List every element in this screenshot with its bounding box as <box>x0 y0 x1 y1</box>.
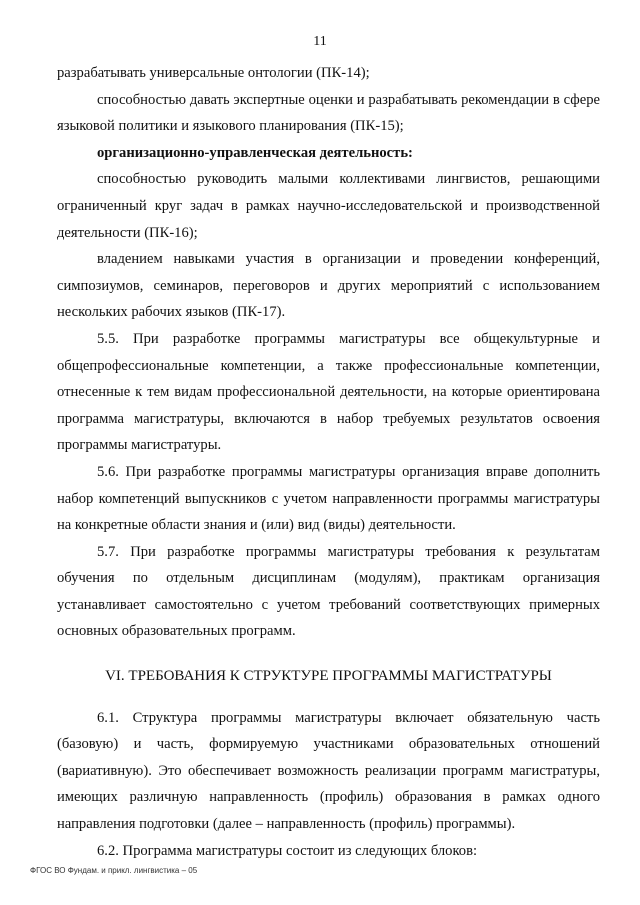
subsection-title: организационно-управленческая деятельность: <box>97 144 413 161</box>
paragraph: 6.2. Программа магистратуры состоит из следующих блоков: <box>97 842 478 859</box>
section-heading: VI. ТРЕБОВАНИЯ К СТРУКТУРЕ ПРОГРАММЫ МАГИСТРАТУРЫ <box>105 668 552 685</box>
paragraph: 5.5. При разработке программы магистратуры все общекультурные и общепрофессиональные компетенции, а также профессиональные компетенции, отнесенные к тем видам профессиональной деятельности, на которые ориентирована программа магистратуры, включаются в набор требуемых результатов освоения программы магистратуры. <box>57 330 600 454</box>
paragraph: 5.6. При разработке программы магистратуры организация вправе дополнить набор компетенций выпускников с учетом направленности программы магистратуры на конкретные области знания и (или) вид (виды) деятельности. <box>57 463 600 534</box>
page-footer: ФГОС ВО Фундам. и прикл. лингвистика – 05 <box>30 866 198 875</box>
paragraph: 6.1. Структура программы магистратуры включает обязательную часть (базовую) и часть, формируемую участниками образовательных отношений (вариативную). Это обеспечивает возможность реализации программ магистратуры, имеющих различную направленность (профиль) образования в рамках одного направления подготовки (далее – направленность (профиль) программы). <box>57 709 600 833</box>
paragraph: способностью давать экспертные оценки и разрабатывать рекомендации в сфере языковой политики и языкового планирования (ПК-15); <box>57 91 600 135</box>
paragraph: разрабатывать универсальные онтологии (ПК-14); <box>57 65 370 81</box>
paragraph: 5.7. При разработке программы магистратуры требования к результатам обучения по отдельным дисциплинам (модулям), практикам организация устанавливает самостоятельно с учетом требований соответствующих примерных основных образовательных программ. <box>57 543 600 640</box>
page-number: 11 <box>313 34 327 49</box>
document-body <box>57 60 600 864</box>
paragraph: владением навыками участия в организации и проведении конференций, симпозиумов, семинаров, переговоров и других мероприятий с использованием нескольких рабочих языков (ПК-17). <box>57 251 600 321</box>
paragraph: способностью руководить малыми коллективами лингвистов, решающими ограниченный круг задач в рамках научно-исследовательской и производственной деятельности (ПК-16); <box>57 171 600 241</box>
